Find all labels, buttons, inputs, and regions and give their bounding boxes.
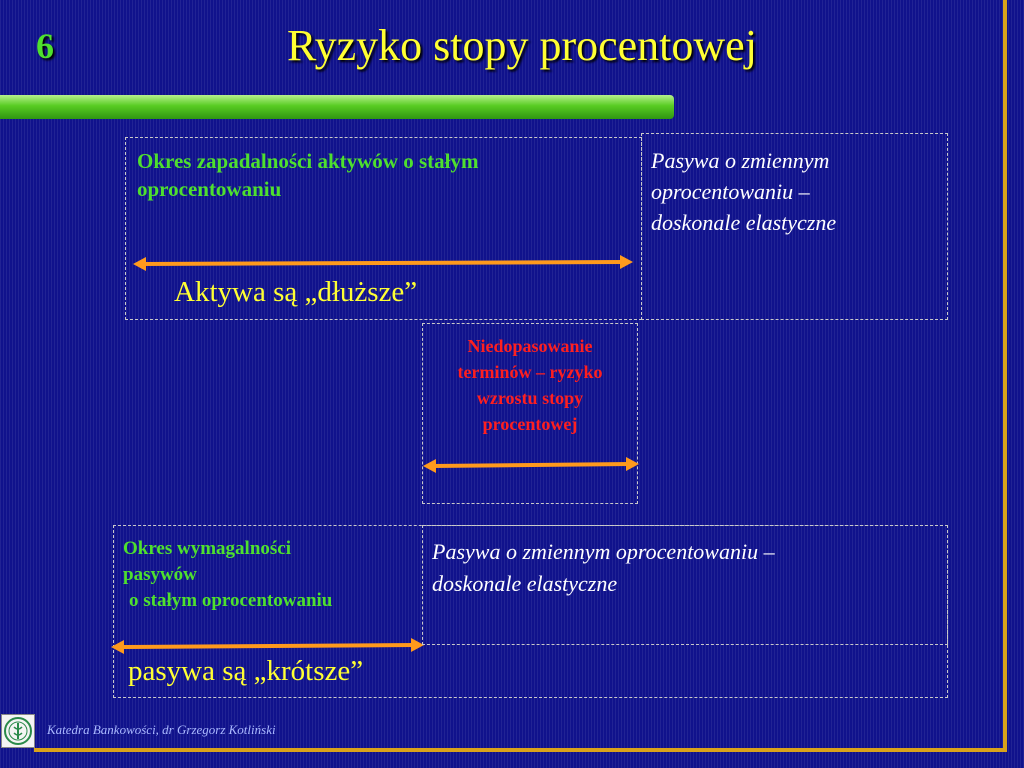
variable-liabilities-text-bottom [432, 536, 775, 600]
variable-liabilities-top-line3: doskonale elastyczne [651, 210, 837, 235]
slide-title: Ryzyko stopy procentowej [287, 21, 757, 70]
variable-liabilities-top-line1: Pasywa o zmiennym [651, 148, 830, 173]
mismatch-line1: Niedopasowanie [467, 336, 593, 356]
liabilities-label-line2: pasywów [123, 564, 197, 585]
slide-number: 6 [36, 26, 54, 66]
variable-liabilities-top-line2: oprocentowaniu – [651, 179, 810, 204]
assets-label-line2: oprocentowaniu [137, 177, 282, 201]
mismatch-line4: procentowej [482, 414, 578, 434]
mismatch-line2: terminów – ryzyko [457, 362, 603, 382]
variable-liabilities-bottom-line1: Pasywa o zmiennym oprocentowaniu – [432, 539, 775, 564]
university-emblem-icon [1, 714, 35, 748]
assets-label-line1: Okres zapadalności aktywów o stałym [137, 149, 479, 173]
variable-liabilities-bottom-line2: doskonale elastyczne [432, 571, 618, 596]
liabilities-label-line3: o stałym oprocentowaniu [129, 590, 333, 611]
liabilities-caption: pasywa są „krótsze” [128, 655, 364, 687]
assets-caption: Aktywa są „dłuższe” [174, 276, 418, 308]
footer-credit: Katedra Bankowości, dr Grzegorz Kotliński [47, 722, 276, 737]
mismatch-line3: wzrostu stopy [476, 388, 584, 408]
liabilities-label-line1: Okres wymagalności [123, 538, 292, 559]
